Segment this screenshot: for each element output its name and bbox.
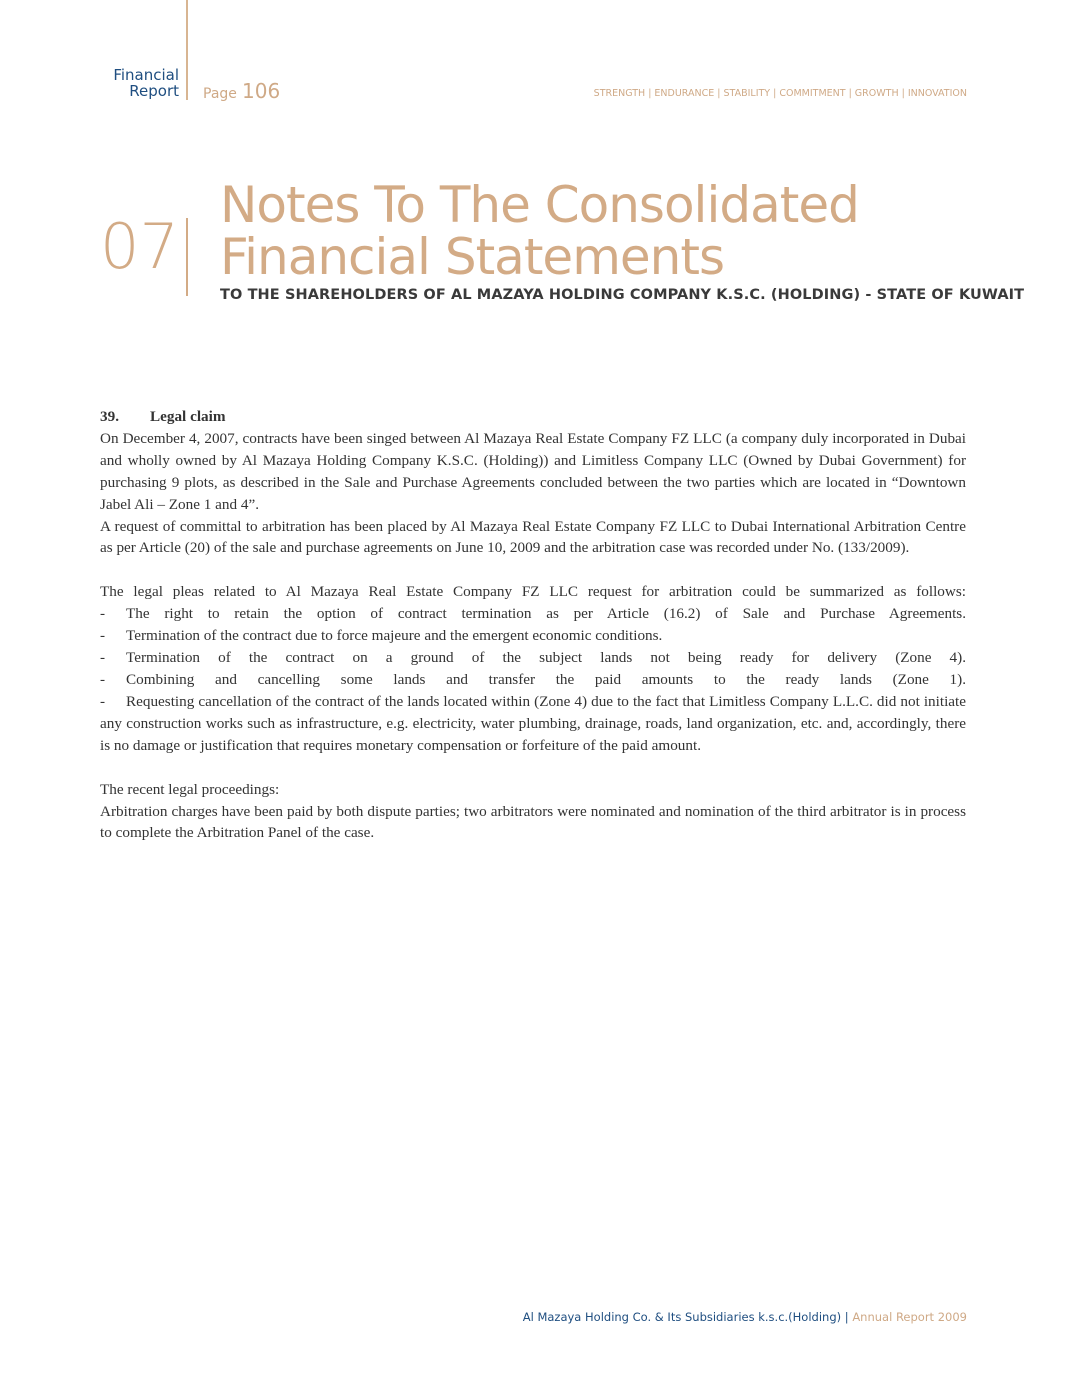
section-label-line1: Financial: [113, 66, 179, 84]
footer-separator: |: [844, 1310, 849, 1324]
pleas-intro: The legal pleas related to Al Mazaya Real Estate Company FZ LLC request for arbitration could be summarized as follows:: [100, 583, 966, 601]
footer-report: Annual Report 2009: [852, 1310, 967, 1324]
list-dash: -: [100, 692, 106, 710]
paragraph-contracts: On December 4, 2007, contracts have been singed between Al Mazaya Real Estate Company FZ LLC (a company duly incorporated in Dubai and wholly owned by Al Mazaya Holding Company K.S.C. (Holding)) and Limitless Company LLC (Owned by Dubai Government) for purchasing 9 plots, as described in the Sale and Purchase Agreements concluded between the two parties which are located in “Downtown Jabel Ali – Zone 1 and 4”.: [100, 429, 966, 513]
page-footer: [523, 1310, 967, 1324]
chapter-title-line1: Notes To The Consolidated: [220, 176, 859, 234]
chapter-title-line2: Financial Statements: [220, 228, 724, 286]
page-number: [203, 79, 280, 103]
chapter-number: 07: [100, 210, 179, 283]
page-label: Page: [203, 86, 237, 102]
recent-proceedings-heading: The recent legal proceedings:: [100, 780, 280, 798]
header-divider: [186, 0, 188, 100]
chapter-divider: [186, 218, 188, 296]
recent-proceedings-text: Arbitration charges have been paid by both dispute parties; two arbitrators were nominated and nomination of the third arbitrator is in process to complete the Arbitration Panel of the case.: [100, 802, 966, 842]
list-dash: -: [100, 627, 106, 645]
list-item: - Termination of the contract on a ground of the subject lands not being ready for delivery (Zone 4).: [100, 647, 966, 669]
list-dash: -: [100, 649, 106, 667]
footer-company: Al Mazaya Holding Co. & Its Subsidiaries k.s.c.(Holding): [522, 1310, 842, 1324]
note-number: 39.: [100, 408, 119, 425]
list-item: - Termination of the contract due to force majeure and the emergent economic conditions.: [100, 625, 966, 647]
list-item: - Requesting cancellation of the contract of the lands located within (Zone 4) due to the fact that Limitless Company L.L.C. did not initiate any construction works such as infrastructure, e.g. electricity, water plumbing, drainage, roads, land organization, etc. and, accordingly, there is no damage or justification that requires monetary compensation or forfeiture of the paid amount.: [100, 692, 966, 754]
list-item: - The right to retain the option of contract termination as per Article (16.2) of Sale and Purchase Agreements.: [100, 603, 966, 625]
list-dash: -: [100, 670, 106, 688]
list-dash: -: [100, 605, 106, 623]
page-number-value: 106: [242, 79, 281, 103]
note-heading: [100, 406, 966, 428]
paragraph-arbitration-request: A request of committal to arbitration has been placed by Al Mazaya Real Estate Company FZ LLC to Dubai International Arbitration Centre as per Article (20) of the sale and purchase agreements on June 10, 2009 and the arbitration case was recorded under No. (133/2009).: [100, 517, 966, 557]
list-item: - Combining and cancelling some lands and transfer the paid amounts to the ready lands (Zone 1).: [100, 669, 966, 691]
chapter-subtitle: TO THE SHAREHOLDERS OF AL MAZAYA HOLDING COMPANY K.S.C. (HOLDING) - STATE OF KUWAIT: [220, 287, 1025, 303]
note-title: Legal claim: [150, 408, 226, 425]
section-label-line2: Report: [129, 82, 179, 100]
header-tagline: STRENGTH | ENDURANCE | STABILITY | COMMITMENT | GROWTH | INNOVATION: [593, 88, 967, 99]
note-body: [100, 406, 966, 844]
